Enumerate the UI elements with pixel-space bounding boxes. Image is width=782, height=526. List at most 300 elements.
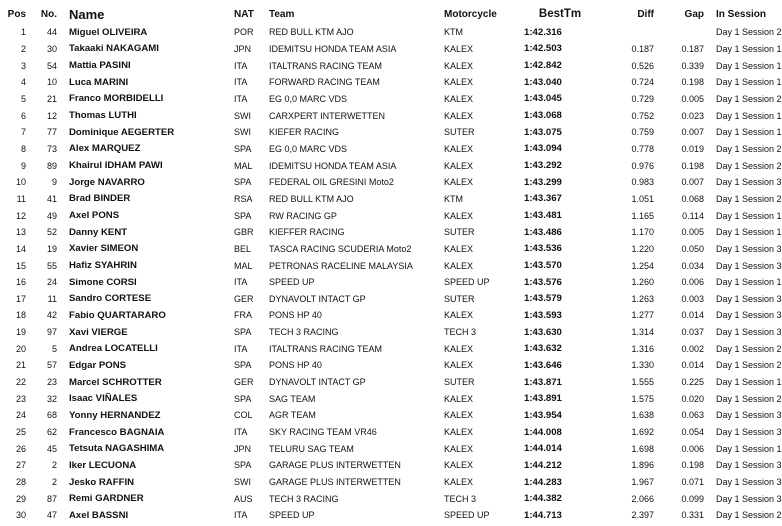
cell-rider-name: Khairul IDHAM PAWI — [69, 160, 163, 172]
table-row — [0, 474, 770, 491]
cell-pos: 5 — [20, 93, 26, 104]
cell-nationality: ITA — [234, 93, 248, 104]
cell-gap: 0.020 — [681, 393, 704, 404]
cell-gap — [660, 24, 712, 41]
cell-number: 57 — [46, 360, 57, 371]
cell-number: 10 — [46, 77, 57, 88]
header-no: No. — [40, 8, 57, 20]
cell-team: TELURU SAG TEAM — [269, 443, 354, 454]
cell-diff: 0.724 — [631, 77, 654, 88]
cell-number: 54 — [46, 60, 57, 71]
cell-nationality: SPA — [234, 177, 252, 188]
cell-rider-name: Andrea LOCATELLI — [69, 343, 158, 355]
cell-motorcycle: KALEX — [444, 93, 474, 104]
cell-motorcycle: SPEED UP — [444, 510, 490, 521]
cell-rider-name: Francesco BAGNAIA — [69, 426, 165, 438]
table-row — [0, 107, 770, 124]
cell-pos: 26 — [15, 443, 26, 454]
cell-session: Day 1 Session 1 — [716, 110, 782, 121]
cell-team: EG 0,0 MARC VDS — [269, 143, 348, 154]
cell-gap: 0.007 — [681, 177, 704, 188]
cell-number: 68 — [46, 410, 57, 421]
cell-best-time: 1:44.008 — [524, 426, 562, 438]
cell-rider-name: Alex MARQUEZ — [69, 143, 141, 155]
cell-nationality: COL — [234, 410, 253, 421]
cell-number: 45 — [46, 443, 57, 454]
cell-number: 9 — [51, 177, 57, 188]
cell-team: SAG TEAM — [269, 393, 316, 404]
cell-rider-name: Danny KENT — [69, 226, 128, 238]
cell-diff: 2.066 — [631, 493, 654, 504]
cell-session: Day 1 Session 1 — [716, 43, 782, 54]
cell-nationality: SPA — [234, 360, 252, 371]
cell-best-time: 1:43.646 — [524, 359, 562, 371]
cell-best-time: 1:44.283 — [524, 476, 562, 488]
table-row — [0, 407, 770, 424]
cell-pos: 17 — [15, 293, 26, 304]
cell-gap: 0.063 — [681, 410, 704, 421]
cell-diff: 0.752 — [631, 110, 654, 121]
cell-number: 12 — [46, 110, 57, 121]
cell-session: Day 1 Session 1 — [716, 443, 782, 454]
cell-rider-name: Thomas LUTHI — [69, 110, 137, 122]
cell-team: PETRONAS RACELINE MALAYSIA — [269, 260, 413, 271]
cell-team: PONS HP 40 — [269, 310, 322, 321]
cell-motorcycle: KALEX — [444, 460, 474, 471]
cell-nationality: ITA — [234, 60, 248, 71]
cell-diff: 0.983 — [631, 177, 654, 188]
cell-gap: 0.198 — [681, 460, 704, 471]
cell-team: TECH 3 RACING — [269, 493, 339, 504]
cell-number: 2 — [51, 477, 57, 488]
cell-gap: 0.068 — [681, 193, 704, 204]
cell-team: TECH 3 RACING — [269, 327, 339, 338]
cell-team: PONS HP 40 — [269, 360, 322, 371]
table-row — [0, 91, 770, 108]
cell-session: Day 1 Session 2 — [716, 193, 782, 204]
cell-session: Day 1 Session 3 — [716, 260, 782, 271]
cell-gap: 0.114 — [682, 210, 704, 221]
cell-rider-name: Iker LECUONA — [69, 459, 137, 471]
cell-pos: 24 — [15, 410, 26, 421]
cell-nationality: ITA — [234, 510, 248, 521]
cell-number: 42 — [46, 310, 57, 321]
cell-motorcycle: KALEX — [444, 310, 474, 321]
cell-nationality: GER — [234, 377, 254, 388]
cell-motorcycle: SUTER — [444, 127, 475, 138]
cell-motorcycle: SUTER — [444, 293, 475, 304]
cell-session: Day 1 Session 3 — [716, 410, 782, 421]
cell-nationality: RSA — [234, 193, 253, 204]
header-in-session: In Session — [716, 8, 767, 20]
cell-pos: 15 — [15, 260, 26, 271]
cell-team: RED BULL KTM AJO — [269, 27, 354, 38]
cell-pos: 14 — [15, 243, 26, 254]
cell-best-time: 1:43.632 — [524, 343, 562, 355]
cell-session: Day 1 Session 2 — [716, 160, 782, 171]
cell-number: 77 — [46, 127, 57, 138]
table-row — [0, 390, 770, 407]
cell-diff: 1.277 — [631, 310, 654, 321]
cell-diff — [600, 24, 660, 41]
cell-diff: 1.967 — [631, 477, 654, 488]
cell-rider-name: Fabio QUARTARARO — [69, 309, 166, 321]
cell-session: Day 1 Session 1 — [716, 127, 782, 138]
cell-diff: 1.698 — [631, 443, 654, 454]
cell-gap: 0.023 — [681, 110, 704, 121]
cell-best-time: 1:43.570 — [524, 260, 562, 272]
cell-best-time: 1:42.503 — [524, 43, 562, 55]
cell-session: Day 1 Session 2 — [716, 93, 782, 104]
cell-best-time: 1:43.536 — [524, 243, 562, 255]
cell-session: Day 1 Session 3 — [716, 493, 782, 504]
cell-gap: 0.225 — [681, 377, 704, 388]
cell-motorcycle: KALEX — [444, 427, 474, 438]
cell-diff: 0.729 — [631, 93, 654, 104]
cell-number: 87 — [46, 493, 57, 504]
cell-diff: 0.526 — [631, 60, 654, 71]
cell-nationality: ITA — [234, 77, 248, 88]
cell-motorcycle: KALEX — [444, 360, 474, 371]
cell-session: Day 1 Session 1 — [716, 60, 782, 71]
cell-number: 41 — [46, 193, 57, 204]
cell-rider-name: Simone CORSI — [69, 276, 137, 288]
cell-session: Day 1 Session 3 — [716, 177, 782, 188]
table-row — [0, 291, 770, 308]
cell-session: Day 1 Session 3 — [716, 427, 782, 438]
cell-rider-name: Tetsuta NAGASHIMA — [69, 443, 165, 455]
cell-best-time: 1:44.212 — [524, 459, 562, 471]
cell-rider-name: Hafiz SYAHRIN — [69, 260, 137, 272]
cell-diff: 0.187 — [631, 43, 654, 54]
cell-motorcycle: KTM — [444, 193, 463, 204]
cell-motorcycle: KALEX — [444, 443, 474, 454]
cell-team: RED BULL KTM AJO — [269, 193, 354, 204]
cell-pos: 21 — [15, 360, 26, 371]
cell-pos: 22 — [15, 377, 26, 388]
cell-session: Day 1 Session 3 — [716, 310, 782, 321]
cell-pos: 19 — [15, 327, 26, 338]
cell-gap: 0.007 — [681, 127, 704, 138]
cell-number: 24 — [46, 277, 57, 288]
cell-team: IDEMITSU HONDA TEAM ASIA — [269, 160, 397, 171]
table-row — [0, 340, 770, 357]
cell-nationality: POR — [234, 27, 254, 38]
cell-nationality: GBR — [234, 227, 254, 238]
cell-pos: 9 — [20, 160, 26, 171]
cell-best-time: 1:43.299 — [524, 176, 562, 188]
cell-gap: 0.034 — [681, 260, 704, 271]
cell-gap: 0.014 — [681, 310, 704, 321]
cell-best-time: 1:43.593 — [524, 309, 562, 321]
cell-motorcycle: KALEX — [444, 410, 474, 421]
cell-session: Day 1 Session 2 — [716, 510, 782, 521]
cell-number: 89 — [46, 160, 57, 171]
cell-rider-name: Edgar PONS — [69, 359, 127, 371]
table-row — [0, 57, 770, 74]
cell-pos: 25 — [15, 427, 26, 438]
cell-rider-name: Sandro CORTESE — [69, 293, 152, 305]
cell-team: GARAGE PLUS INTERWETTEN — [269, 477, 401, 488]
cell-motorcycle: KALEX — [444, 210, 474, 221]
cell-nationality: ITA — [234, 343, 248, 354]
cell-best-time: 1:42.842 — [524, 60, 562, 72]
cell-best-time: 1:43.630 — [524, 326, 562, 338]
cell-number: 47 — [46, 510, 57, 521]
cell-number: 5 — [51, 343, 57, 354]
cell-pos: 18 — [15, 310, 26, 321]
cell-rider-name: Isaac VIÑALES — [69, 393, 138, 405]
cell-team: RW RACING GP — [269, 210, 337, 221]
cell-diff: 1.051 — [631, 193, 654, 204]
cell-rider-name: Jesko RAFFIN — [69, 476, 135, 488]
cell-gap: 0.019 — [681, 143, 704, 154]
cell-session: Day 1 Session 1 — [716, 227, 782, 238]
cell-nationality: SPA — [234, 143, 252, 154]
table-row — [0, 24, 770, 41]
cell-diff: 1.555 — [631, 377, 654, 388]
cell-motorcycle: KALEX — [444, 77, 474, 88]
cell-number: 32 — [46, 393, 57, 404]
cell-nationality: ITA — [234, 427, 248, 438]
cell-nationality: SWI — [234, 127, 251, 138]
cell-pos: 20 — [15, 343, 26, 354]
cell-team: EG 0,0 MARC VDS — [269, 93, 348, 104]
cell-number: 52 — [46, 227, 57, 238]
cell-rider-name: Axel PONS — [69, 210, 120, 222]
cell-motorcycle: KALEX — [444, 260, 474, 271]
cell-rider-name: Jorge NAVARRO — [69, 176, 145, 188]
cell-best-time: 1:43.871 — [524, 376, 562, 388]
cell-pos: 27 — [15, 460, 26, 471]
cell-gap: 0.187 — [681, 43, 704, 54]
table-row — [0, 457, 770, 474]
cell-pos: 13 — [15, 227, 26, 238]
cell-diff: 1.330 — [631, 360, 654, 371]
cell-best-time: 1:43.040 — [524, 76, 562, 88]
cell-nationality: SWI — [234, 110, 251, 121]
cell-session: Day 1 Session 3 — [716, 477, 782, 488]
cell-team: CARXPERT INTERWETTEN — [269, 110, 386, 121]
cell-team: FEDERAL OIL GRESINI Moto2 — [269, 177, 394, 188]
cell-team: IDEMITSU HONDA TEAM ASIA — [269, 43, 397, 54]
table-row — [0, 274, 770, 291]
table-row — [0, 241, 770, 258]
cell-diff: 0.976 — [631, 160, 654, 171]
table-row — [0, 191, 770, 208]
header-team: Team — [269, 8, 295, 20]
cell-best-time: 1:43.292 — [524, 160, 562, 172]
cell-pos: 28 — [15, 477, 26, 488]
cell-number: 11 — [47, 293, 57, 304]
cell-motorcycle: SUTER — [444, 227, 475, 238]
cell-rider-name: Brad BINDER — [69, 193, 131, 205]
cell-team: GARAGE PLUS INTERWETTEN — [269, 460, 401, 471]
cell-best-time: 1:43.094 — [524, 143, 562, 155]
cell-gap: 0.331 — [681, 510, 704, 521]
cell-gap: 0.002 — [681, 343, 704, 354]
table-row — [0, 440, 770, 457]
cell-team: ITALTRANS RACING TEAM — [269, 343, 383, 354]
cell-best-time: 1:44.382 — [524, 493, 562, 505]
cell-diff: 1.263 — [631, 293, 654, 304]
cell-number: 2 — [51, 460, 57, 471]
cell-number: 23 — [46, 377, 57, 388]
cell-team: SKY RACING TEAM VR46 — [269, 427, 377, 438]
cell-motorcycle: KALEX — [444, 60, 474, 71]
cell-number: 55 — [46, 260, 57, 271]
cell-number: 97 — [46, 327, 57, 338]
results-table — [0, 4, 782, 524]
cell-team: SPEED UP — [269, 277, 315, 288]
cell-number: 21 — [46, 93, 57, 104]
cell-team: KIEFFER RACING — [269, 227, 345, 238]
cell-team: AGR TEAM — [269, 410, 316, 421]
cell-nationality: MAL — [234, 160, 253, 171]
cell-session: Day 1 Session 1 — [716, 210, 782, 221]
cell-rider-name: Yonny HERNANDEZ — [69, 409, 161, 421]
cell-diff: 1.170 — [631, 227, 654, 238]
cell-best-time: 1:44.713 — [524, 509, 562, 521]
cell-diff: 0.778 — [631, 143, 654, 154]
table-row — [0, 507, 770, 524]
cell-pos: 30 — [15, 510, 26, 521]
cell-gap: 0.014 — [681, 360, 704, 371]
cell-best-time: 1:43.954 — [524, 409, 562, 421]
cell-pos: 23 — [15, 393, 26, 404]
cell-nationality: JPN — [234, 43, 252, 54]
cell-motorcycle: KALEX — [444, 477, 474, 488]
cell-team: FORWARD RACING TEAM — [269, 77, 380, 88]
cell-gap: 0.054 — [681, 427, 704, 438]
cell-rider-name: Franco MORBIDELLI — [69, 93, 164, 105]
cell-rider-name: Luca MARINI — [69, 76, 129, 88]
cell-pos: 29 — [15, 493, 26, 504]
cell-pos: 10 — [15, 177, 26, 188]
cell-nationality: MAL — [234, 260, 253, 271]
cell-number: 44 — [46, 27, 57, 38]
cell-best-time: 1:43.075 — [524, 126, 562, 138]
table-row — [0, 174, 770, 191]
table-row — [0, 124, 770, 141]
cell-motorcycle: TECH 3 — [444, 327, 477, 338]
cell-nationality: SPA — [234, 210, 252, 221]
cell-gap: 0.037 — [681, 327, 704, 338]
cell-number: 62 — [46, 427, 57, 438]
cell-number: 19 — [46, 243, 57, 254]
cell-motorcycle: SUTER — [444, 377, 475, 388]
cell-gap: 0.006 — [681, 277, 704, 288]
cell-motorcycle: SPEED UP — [444, 277, 490, 288]
cell-nationality: BEL — [234, 243, 252, 254]
cell-pos: 1 — [20, 27, 26, 38]
cell-pos: 12 — [15, 210, 26, 221]
cell-number: 30 — [46, 43, 57, 54]
cell-diff: 1.220 — [631, 243, 654, 254]
cell-diff: 1.165 — [631, 210, 654, 221]
cell-motorcycle: KALEX — [444, 160, 474, 171]
cell-diff: 1.316 — [631, 343, 654, 354]
cell-best-time: 1:43.068 — [524, 110, 562, 122]
cell-pos: 3 — [20, 60, 26, 71]
cell-best-time: 1:43.486 — [524, 226, 562, 238]
cell-session: Day 1 Session 3 — [716, 460, 782, 471]
table-row — [0, 490, 770, 507]
table-row — [0, 257, 770, 274]
cell-best-time: 1:43.579 — [524, 293, 562, 305]
cell-rider-name: Dominique AEGERTER — [69, 126, 175, 138]
cell-gap: 0.198 — [681, 160, 704, 171]
cell-rider-name: Marcel SCHROTTER — [69, 376, 162, 388]
cell-pos: 16 — [15, 277, 26, 288]
cell-rider-name: Remi GARDNER — [69, 493, 144, 505]
cell-session: Day 1 Session 2 — [716, 27, 782, 38]
table-row — [0, 224, 770, 241]
header-gap: Gap — [684, 8, 704, 20]
table-row — [0, 357, 770, 374]
cell-rider-name: Xavier SIMEON — [69, 243, 139, 255]
cell-motorcycle: KALEX — [444, 177, 474, 188]
cell-nationality: SPA — [234, 460, 252, 471]
cell-motorcycle: KALEX — [444, 243, 474, 254]
cell-gap: 0.050 — [681, 243, 704, 254]
cell-motorcycle: KTM — [444, 27, 463, 38]
cell-rider-name: Mattia PASINI — [69, 60, 131, 72]
cell-motorcycle: KALEX — [444, 110, 474, 121]
cell-best-time: 1:42.316 — [524, 26, 562, 38]
header-diff: Diff — [637, 8, 654, 20]
cell-team: DYNAVOLT INTACT GP — [269, 377, 366, 388]
header-row — [0, 4, 770, 24]
cell-motorcycle: KALEX — [444, 43, 474, 54]
cell-team: SPEED UP — [269, 510, 315, 521]
cell-number: 73 — [46, 143, 57, 154]
cell-pos: 6 — [20, 110, 26, 121]
cell-best-time: 1:44.014 — [524, 443, 562, 455]
cell-diff: 1.692 — [631, 427, 654, 438]
cell-rider-name: Axel BASSNI — [69, 509, 129, 521]
cell-session: Day 1 Session 1 — [716, 277, 782, 288]
cell-best-time: 1:43.481 — [524, 210, 562, 222]
cell-number: 49 — [46, 210, 57, 221]
cell-nationality: AUS — [234, 493, 253, 504]
cell-diff: 0.759 — [631, 127, 654, 138]
cell-best-time: 1:43.367 — [524, 193, 562, 205]
table-row — [0, 307, 770, 324]
cell-rider-name: Takaaki NAKAGAMI — [69, 43, 159, 55]
cell-motorcycle: KALEX — [444, 143, 474, 154]
cell-diff: 1.260 — [631, 277, 654, 288]
cell-gap: 0.071 — [681, 477, 704, 488]
cell-session: Day 1 Session 2 — [716, 343, 782, 354]
table-row — [0, 207, 770, 224]
cell-nationality: SPA — [234, 393, 252, 404]
cell-pos: 4 — [20, 77, 26, 88]
cell-rider-name: Xavi VIERGE — [69, 326, 128, 338]
header-motorcycle: Motorcycle — [444, 8, 497, 20]
cell-gap: 0.198 — [681, 77, 704, 88]
cell-team: KIEFER RACING — [269, 127, 340, 138]
header-pos: Pos — [7, 8, 26, 20]
cell-diff: 2.397 — [631, 510, 654, 521]
cell-session: Day 1 Session 2 — [716, 360, 782, 371]
cell-nationality: GER — [234, 293, 254, 304]
cell-session: Day 1 Session 3 — [716, 327, 782, 338]
cell-session: Day 1 Session 3 — [716, 293, 782, 304]
cell-diff: 1.314 — [631, 327, 654, 338]
cell-nationality: SWI — [234, 477, 251, 488]
cell-session: Day 1 Session 3 — [716, 243, 782, 254]
